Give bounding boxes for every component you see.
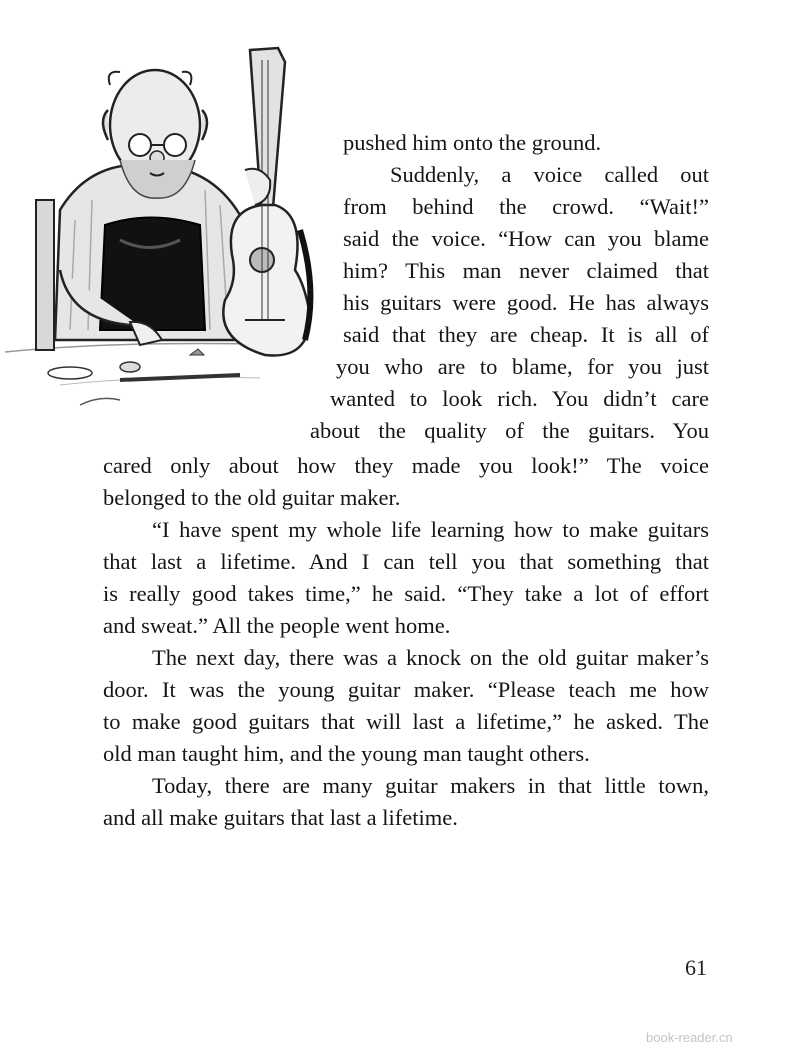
guitar-maker-illustration: [0, 40, 320, 420]
text-line: to make good guitars that will last a lifetime,” he asked. The: [103, 709, 709, 734]
watermark: book-reader.cn: [646, 1030, 733, 1045]
text-line: The next day, there was a knock on the old guitar maker’s: [152, 645, 709, 670]
text-line: “I have spent my whole life learning how to make guitars: [152, 517, 709, 542]
text-line: that last a lifetime. And I can tell you that something that: [103, 549, 709, 574]
text-line: him? This man never claimed that: [343, 258, 709, 283]
text-line: pushed him onto the ground.: [343, 130, 602, 155]
text-line: wanted to look rich. You didn’t care: [330, 386, 709, 411]
text-line: his guitars were good. He has always: [343, 290, 709, 315]
text-line: and all make guitars that last a lifetime.: [103, 805, 458, 830]
text-line: door. It was the young guitar maker. “Please teach me how: [103, 677, 709, 702]
text-line: cared only about how they made you look!” The voice: [103, 453, 709, 478]
text-line: belonged to the old guitar maker.: [103, 485, 401, 510]
text-line: is really good takes time,” he said. “They take a lot of effort: [103, 581, 709, 606]
text-line: said the voice. “How can you blame: [343, 226, 709, 251]
text-line: from behind the crowd. “Wait!”: [343, 194, 709, 219]
text-line: old man taught him, and the young man taught others.: [103, 741, 590, 766]
page-number: 61: [685, 955, 707, 980]
text-line: Today, there are many guitar makers in that little town,: [152, 773, 709, 798]
text-line: about the quality of the guitars. You: [310, 418, 709, 443]
text-line: and sweat.” All the people went home.: [103, 613, 451, 638]
text-line: you who are to blame, for you just: [336, 354, 709, 379]
text-line: Suddenly, a voice called out: [390, 162, 709, 187]
text-line: said that they are cheap. It is all of: [343, 322, 709, 347]
